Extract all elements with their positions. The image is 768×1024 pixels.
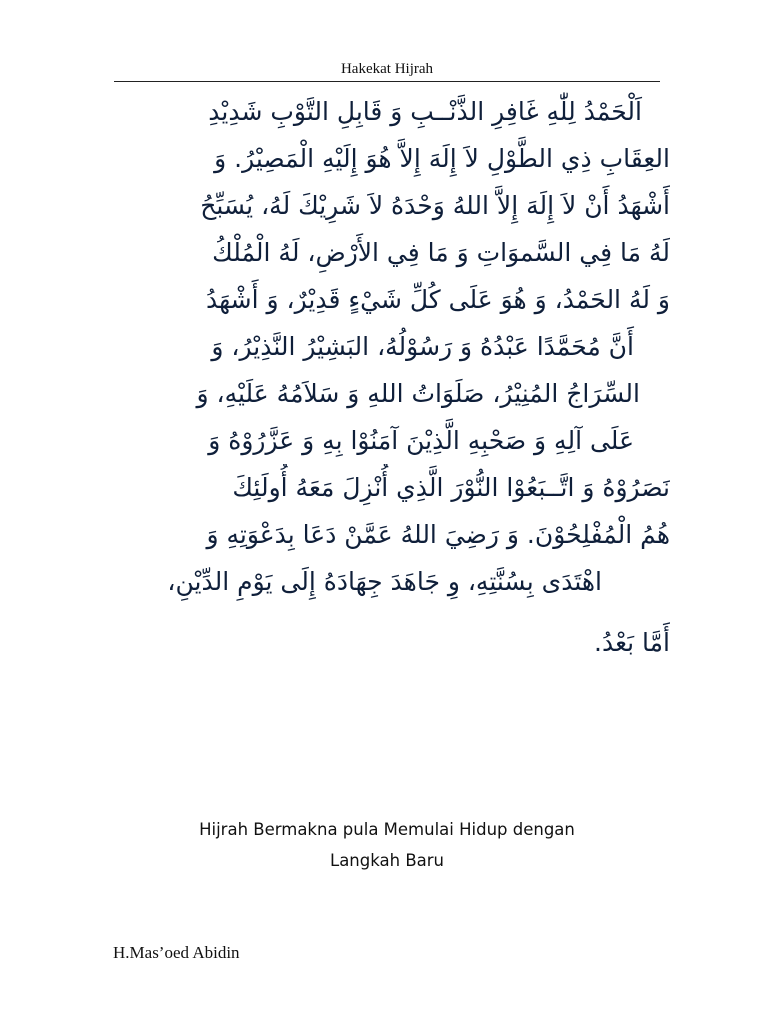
arabic-line: العِقَابِ ذِي الطَّوْلِ لاَ إِلَهَ إِلاَّ هُوَ إِلَيْهِ الْمَصِيْرُ. وَ — [214, 144, 670, 173]
arabic-line: نَصَرُوْهُ وَ اتَّــبَعُوْا النُّوْرَ الَّذِي أُنْزِلَ مَعَهُ أُولَئِكَ — [232, 473, 670, 502]
subtitle-line-1: Hijrah Bermakna pula Memulai Hidup dengan — [199, 820, 575, 839]
page-header-title: Hakekat Hijrah — [114, 59, 660, 82]
arabic-line: لَهُ مَا فِي السَّموَاتِ وَ مَا فِي الأَرْضِ، لَهُ الْمُلْكُ — [212, 238, 670, 267]
arabic-line: أَنَّ مُحَمَّدًا عَبْدُهُ وَ رَسُوْلُهُ، البَشِيْرُ النَّذِيْرُ، وَ — [211, 332, 634, 361]
arabic-line: السِّرَاجُ المُنِيْرُ، صَلَوَاتُ اللهِ وَ سَلاَمُهُ عَلَيْهِ، وَ — [196, 379, 640, 408]
arabic-line: أَشْهَدُ أَنْ لاَ إِلَهَ إِلاَّ اللهُ وَحْدَهُ لاَ شَرِيْكَ لَهُ، يُسَبِّحُ — [200, 191, 670, 220]
author-name: H.Mas’oed Abidin — [113, 943, 240, 962]
arabic-line: اهْتَدَى بِسُنَّتِهِ، وِ جَاهَدَ جِهَادَهُ إِلَى يَوْمِ الدِّيْنِ، — [167, 567, 602, 596]
arabic-line: وَ لَهُ الحَمْدُ، وَ هُوَ عَلَى كُلِّ شَيْءٍ قَدِيْرٌ، وَ أَشْهَدُ — [206, 285, 670, 314]
arabic-line: اَلْحَمْدُ لِلّٰهِ غَافِرِ الذَّنْــبِ وَ قَابِلِ التَّوْبِ شَدِيْدِ — [208, 97, 642, 126]
arabic-line: هُمُ الْمُفْلِحُوْنَ. وَ رَضِيَ اللهُ عَمَّنْ دَعَا بِدَعْوَتِهِ وَ — [206, 520, 670, 549]
subtitle-line-2: Langkah Baru — [330, 851, 444, 870]
arabic-opening-text — [104, 88, 670, 666]
arabic-line: عَلَى آلِهِ وَ صَحْبِهِ الَّذِيْنَ آمَنُوْا بِهِ وَ عَزَّرُوْهُ وَ — [208, 426, 634, 455]
arabic-closing-line: أَمَّا بَعْدُ. — [594, 628, 670, 657]
subtitle — [114, 814, 660, 876]
